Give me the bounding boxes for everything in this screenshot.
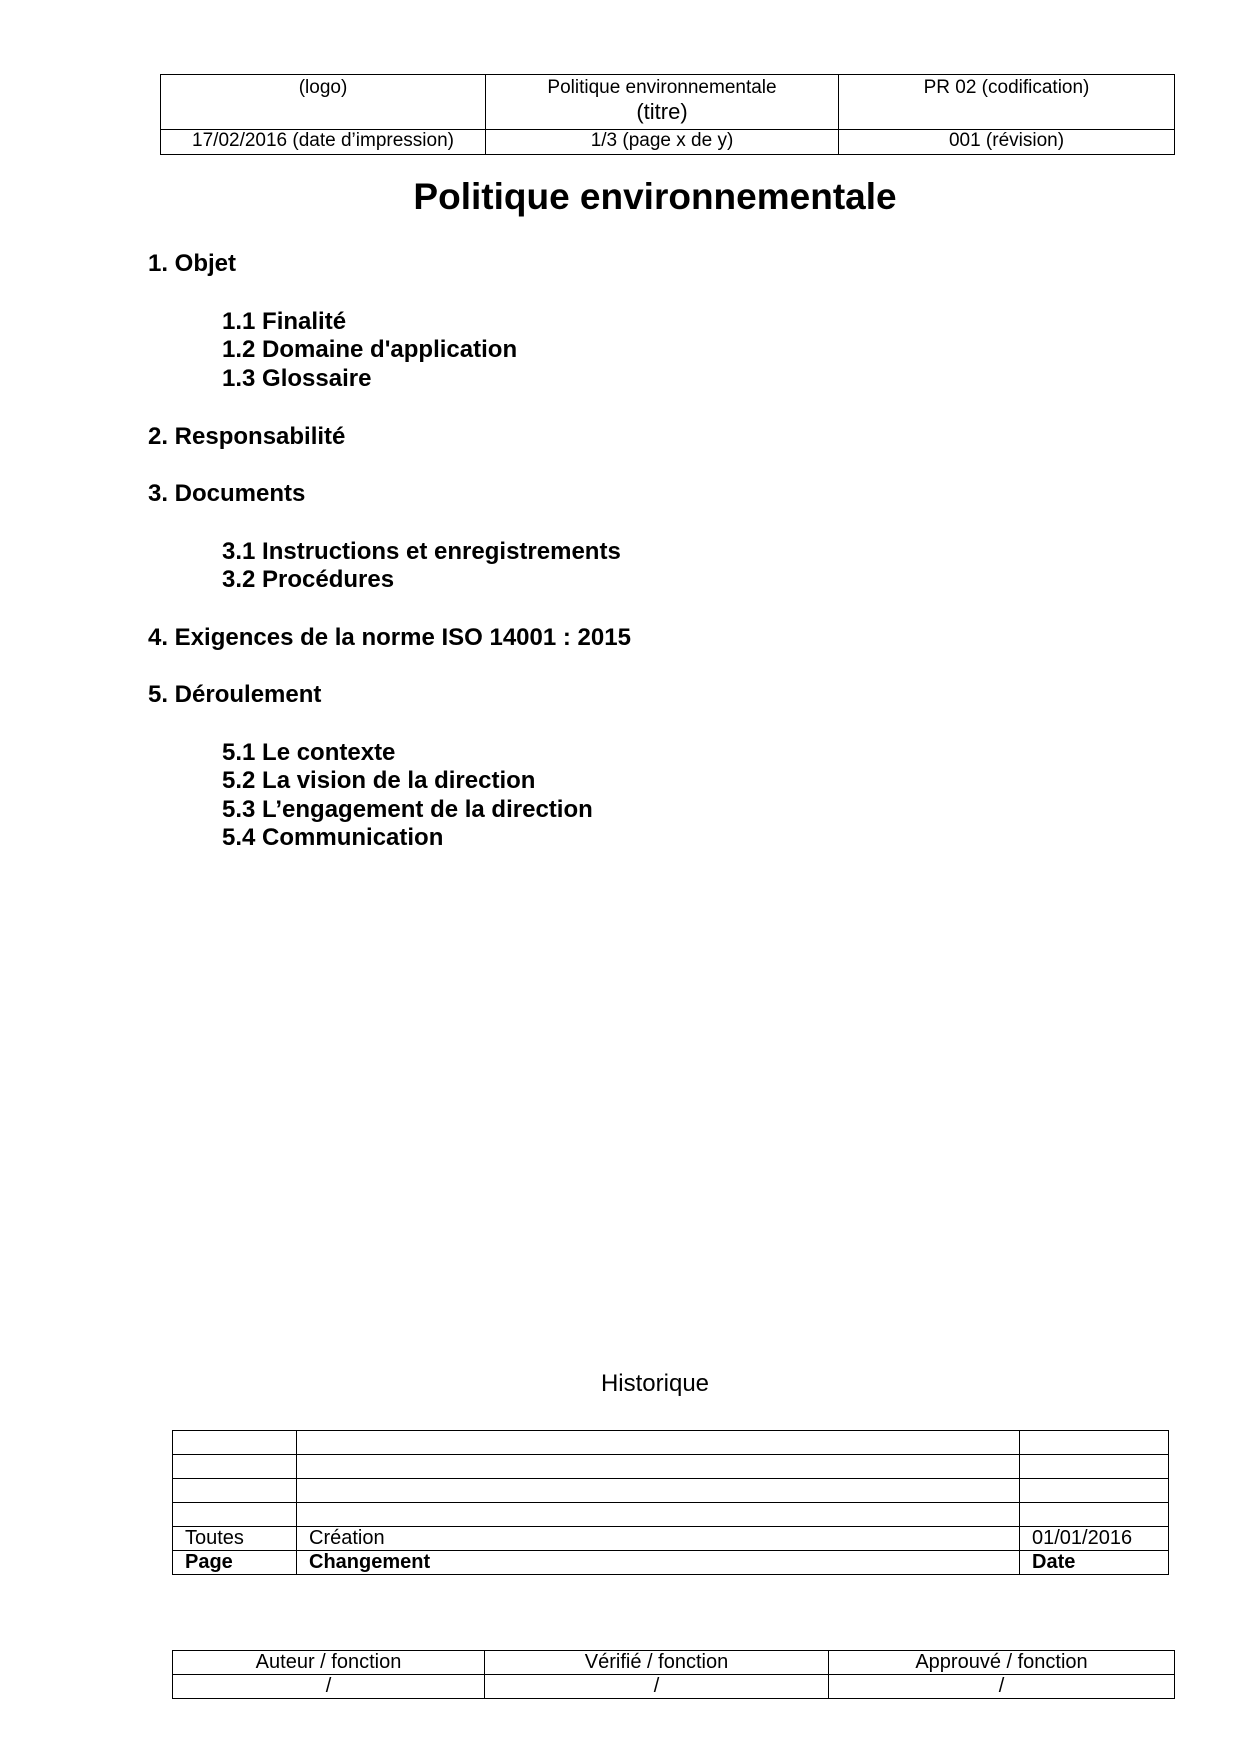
table-row [173,1479,1169,1503]
toc-subsection-procedures: 3.2 Procédures [222,566,395,593]
history-header-change: Changement [297,1551,1020,1575]
header-title: Politique environnementale [547,77,777,98]
history-cell-page [173,1503,297,1527]
header-row-bottom [161,130,1175,155]
header-table [160,74,1175,155]
history-cell-change [297,1479,1020,1503]
history-cell-date [1020,1431,1169,1455]
history-header-date: Date [1020,1551,1169,1575]
history-cell-date [1020,1455,1169,1479]
history-title: Historique [600,1370,710,1397]
history-cell-page [173,1431,297,1455]
history-header-row [173,1551,1169,1575]
history-header-page: Page [173,1551,297,1575]
history-cell-change [297,1431,1020,1455]
history-cell-date [1020,1479,1169,1503]
toc-subsection-domaine: 1.2 Domaine d'application [222,336,518,363]
toc-section-documents: 3. Documents [148,480,306,507]
toc-section-objet: 1. Objet [148,250,237,277]
signature-header-row [173,1651,1175,1675]
table-row [173,1455,1169,1479]
signature-author-value: / [173,1675,485,1699]
history-table [172,1430,1169,1575]
toc-subsection-instructions: 3.1 Instructions et enregistrements [222,538,621,565]
signature-author-label: Auteur / fonction [173,1651,485,1675]
toc-section-responsabilite: 2. Responsabilité [148,423,346,450]
history-cell-date [1020,1503,1169,1527]
signature-approved-value: / [829,1675,1175,1699]
history-entry-row [173,1527,1169,1551]
toc-subsection-vision: 5.2 La vision de la direction [222,767,536,794]
signature-verified-label: Vérifié / fonction [485,1651,829,1675]
page-title: Politique environnementale [413,176,897,217]
history-cell-page [173,1455,297,1479]
header-row-top [161,75,1175,130]
signature-table [172,1650,1175,1699]
signature-verified-value: / [485,1675,829,1699]
revision-cell: 001 (révision) [839,130,1175,155]
code-cell: PR 02 (codification) [839,75,1175,130]
title-cell [486,75,839,130]
history-entry-date: 01/01/2016 [1020,1527,1169,1551]
history-cell-change [297,1455,1020,1479]
history-cell-change [297,1503,1020,1527]
history-entry-change: Création [297,1527,1020,1551]
history-entry-page: Toutes [173,1527,297,1551]
history-cell-page [173,1479,297,1503]
toc-subsection-contexte: 5.1 Le contexte [222,739,396,766]
table-row [173,1431,1169,1455]
signature-value-row [173,1675,1175,1699]
table-row [173,1503,1169,1527]
toc-section-exigences: 4. Exigences de la norme ISO 14001 : 2015 [148,624,631,651]
header-title-note: (titre) [636,99,688,124]
page-number-cell: 1/3 (page x de y) [486,130,839,155]
toc-subsection-glossaire: 1.3 Glossaire [222,365,372,392]
toc-section-deroulement: 5. Déroulement [148,681,322,708]
signature-approved-label: Approuvé / fonction [829,1651,1175,1675]
toc-subsection-communication: 5.4 Communication [222,824,444,851]
toc-subsection-engagement: 5.3 L’engagement de la direction [222,796,593,823]
toc-subsection-finalite: 1.1 Finalité [222,308,347,335]
logo-cell: (logo) [161,75,486,130]
print-date-cell: 17/02/2016 (date d’impression) [161,130,486,155]
